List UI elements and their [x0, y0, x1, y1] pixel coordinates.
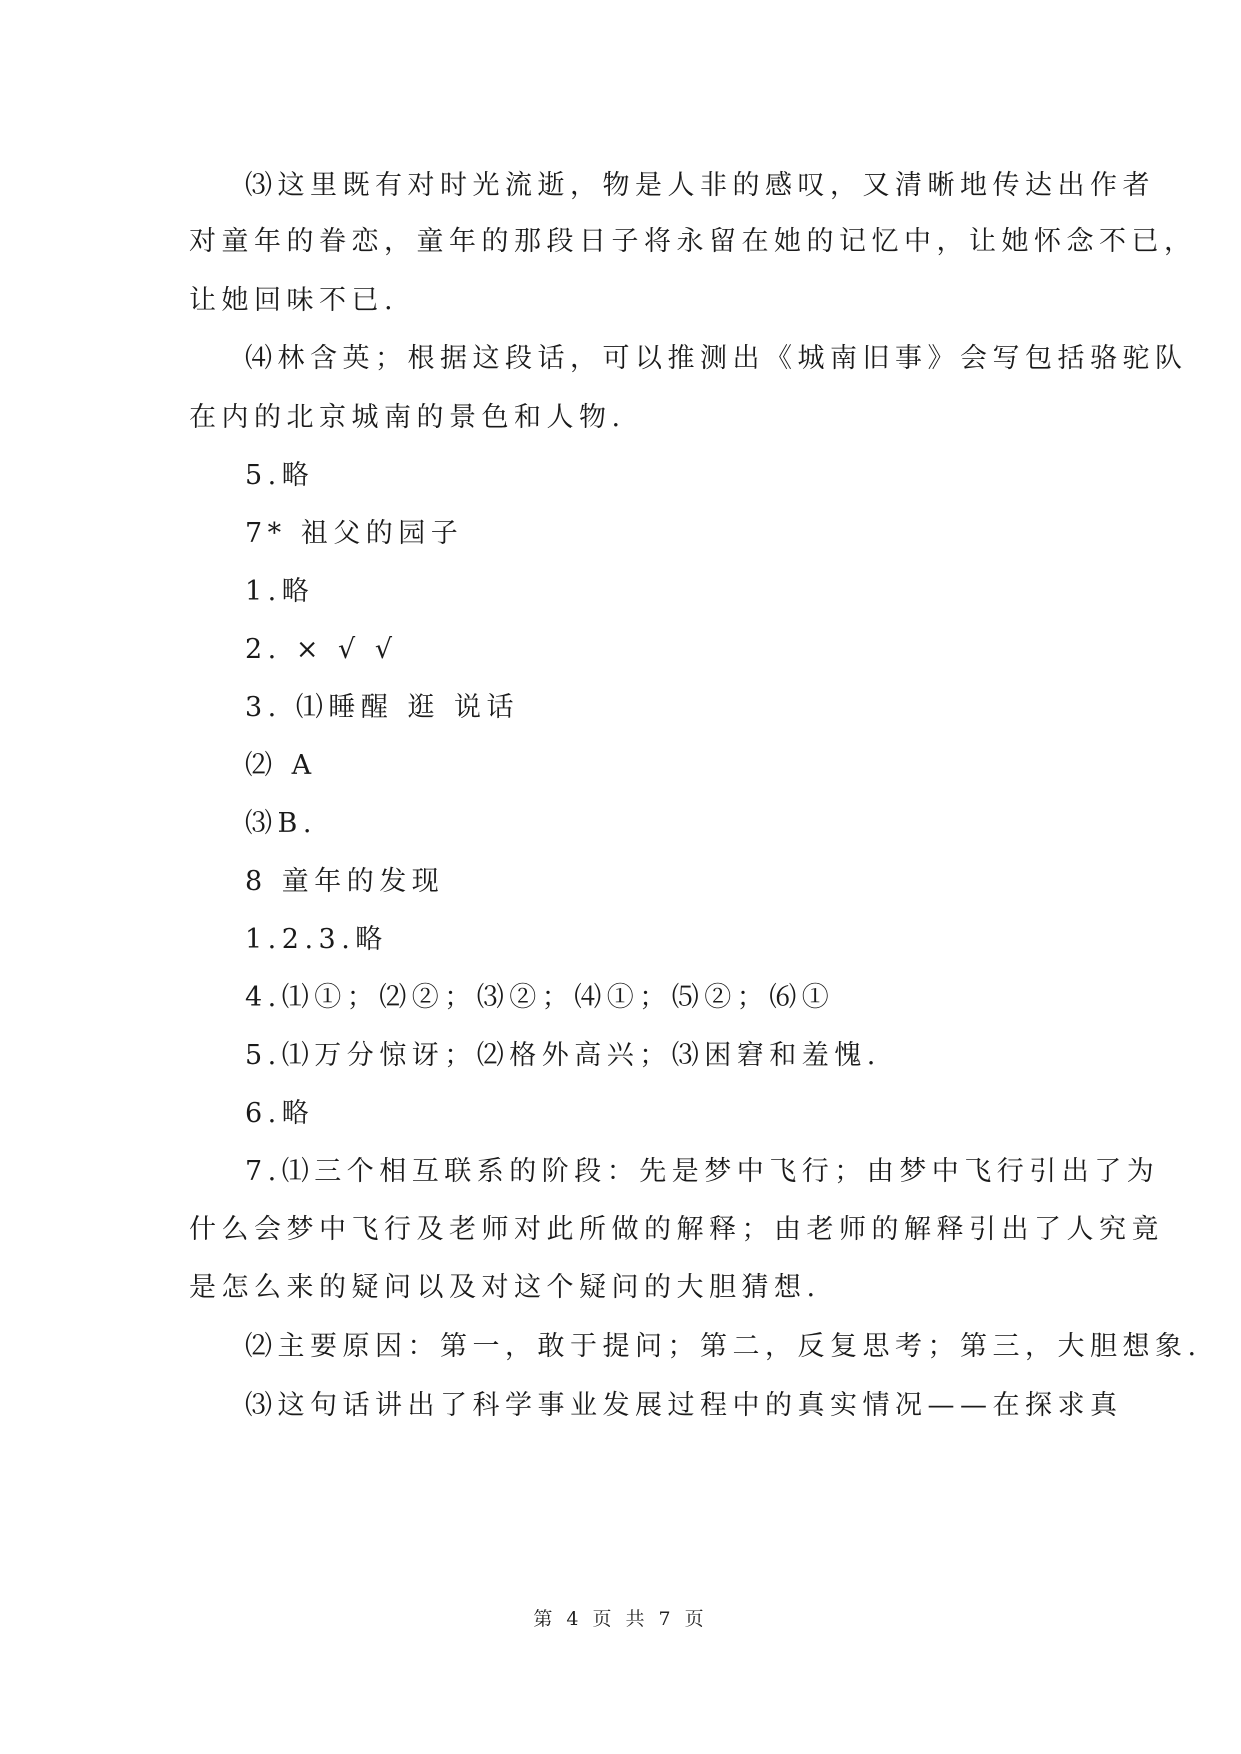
paragraph-line: ⑵主要原因：第一，敢于提问；第二，反复思考；第三，大胆想象.: [245, 1331, 1202, 1362]
answer-line: ⑶B.: [245, 808, 317, 839]
answer-line: ⑵ A: [245, 750, 317, 781]
answer-line: 1.略: [245, 576, 315, 607]
answer-line: 2. × √ √: [245, 634, 398, 665]
paragraph-line: 是怎么来的疑问以及对这个疑问的大胆猜想.: [189, 1272, 821, 1303]
answer-line: 1.2.3.略: [245, 924, 388, 955]
paragraph-line: ⑷林含英；根据这段话，可以推测出《城南旧事》会写包括骆驼队: [245, 343, 1188, 374]
answer-line: 3. ⑴睡醒 逛 说话: [245, 692, 520, 723]
answer-line: 5.略: [245, 460, 315, 491]
answer-line: 5.⑴万分惊讶；⑵格外高兴；⑶困窘和羞愧.: [245, 1040, 881, 1071]
paragraph-line: 在内的北京城南的景色和人物.: [189, 402, 626, 433]
paragraph-line: ⑶这句话讲出了科学事业发展过程中的真实情况——在探求真: [245, 1390, 1123, 1421]
paragraph-line: 7.⑴三个相互联系的阶段：先是梦中飞行；由梦中飞行引出了为: [245, 1156, 1160, 1187]
paragraph-line: ⑶这里既有对时光流逝，物是人非的感叹，又清晰地传达出作者: [245, 170, 1155, 201]
section-heading: 7* 祖父的园子: [245, 518, 464, 549]
section-heading: 8 童年的发现: [245, 866, 445, 897]
paragraph-line: 对童年的眷恋，童年的那段日子将永留在她的记忆中，让她怀念不已，: [189, 226, 1197, 257]
answer-line: 4.⑴①；⑵②；⑶②；⑷①；⑸②；⑹①: [245, 982, 835, 1013]
paragraph-line: 让她回味不已.: [189, 285, 399, 316]
answer-line: 6.略: [245, 1098, 315, 1129]
page-number-footer: 第 4 页 共 7 页: [533, 1608, 708, 1630]
paragraph-line: 什么会梦中飞行及老师对此所做的解释；由老师的解释引出了人究竟: [189, 1214, 1164, 1245]
